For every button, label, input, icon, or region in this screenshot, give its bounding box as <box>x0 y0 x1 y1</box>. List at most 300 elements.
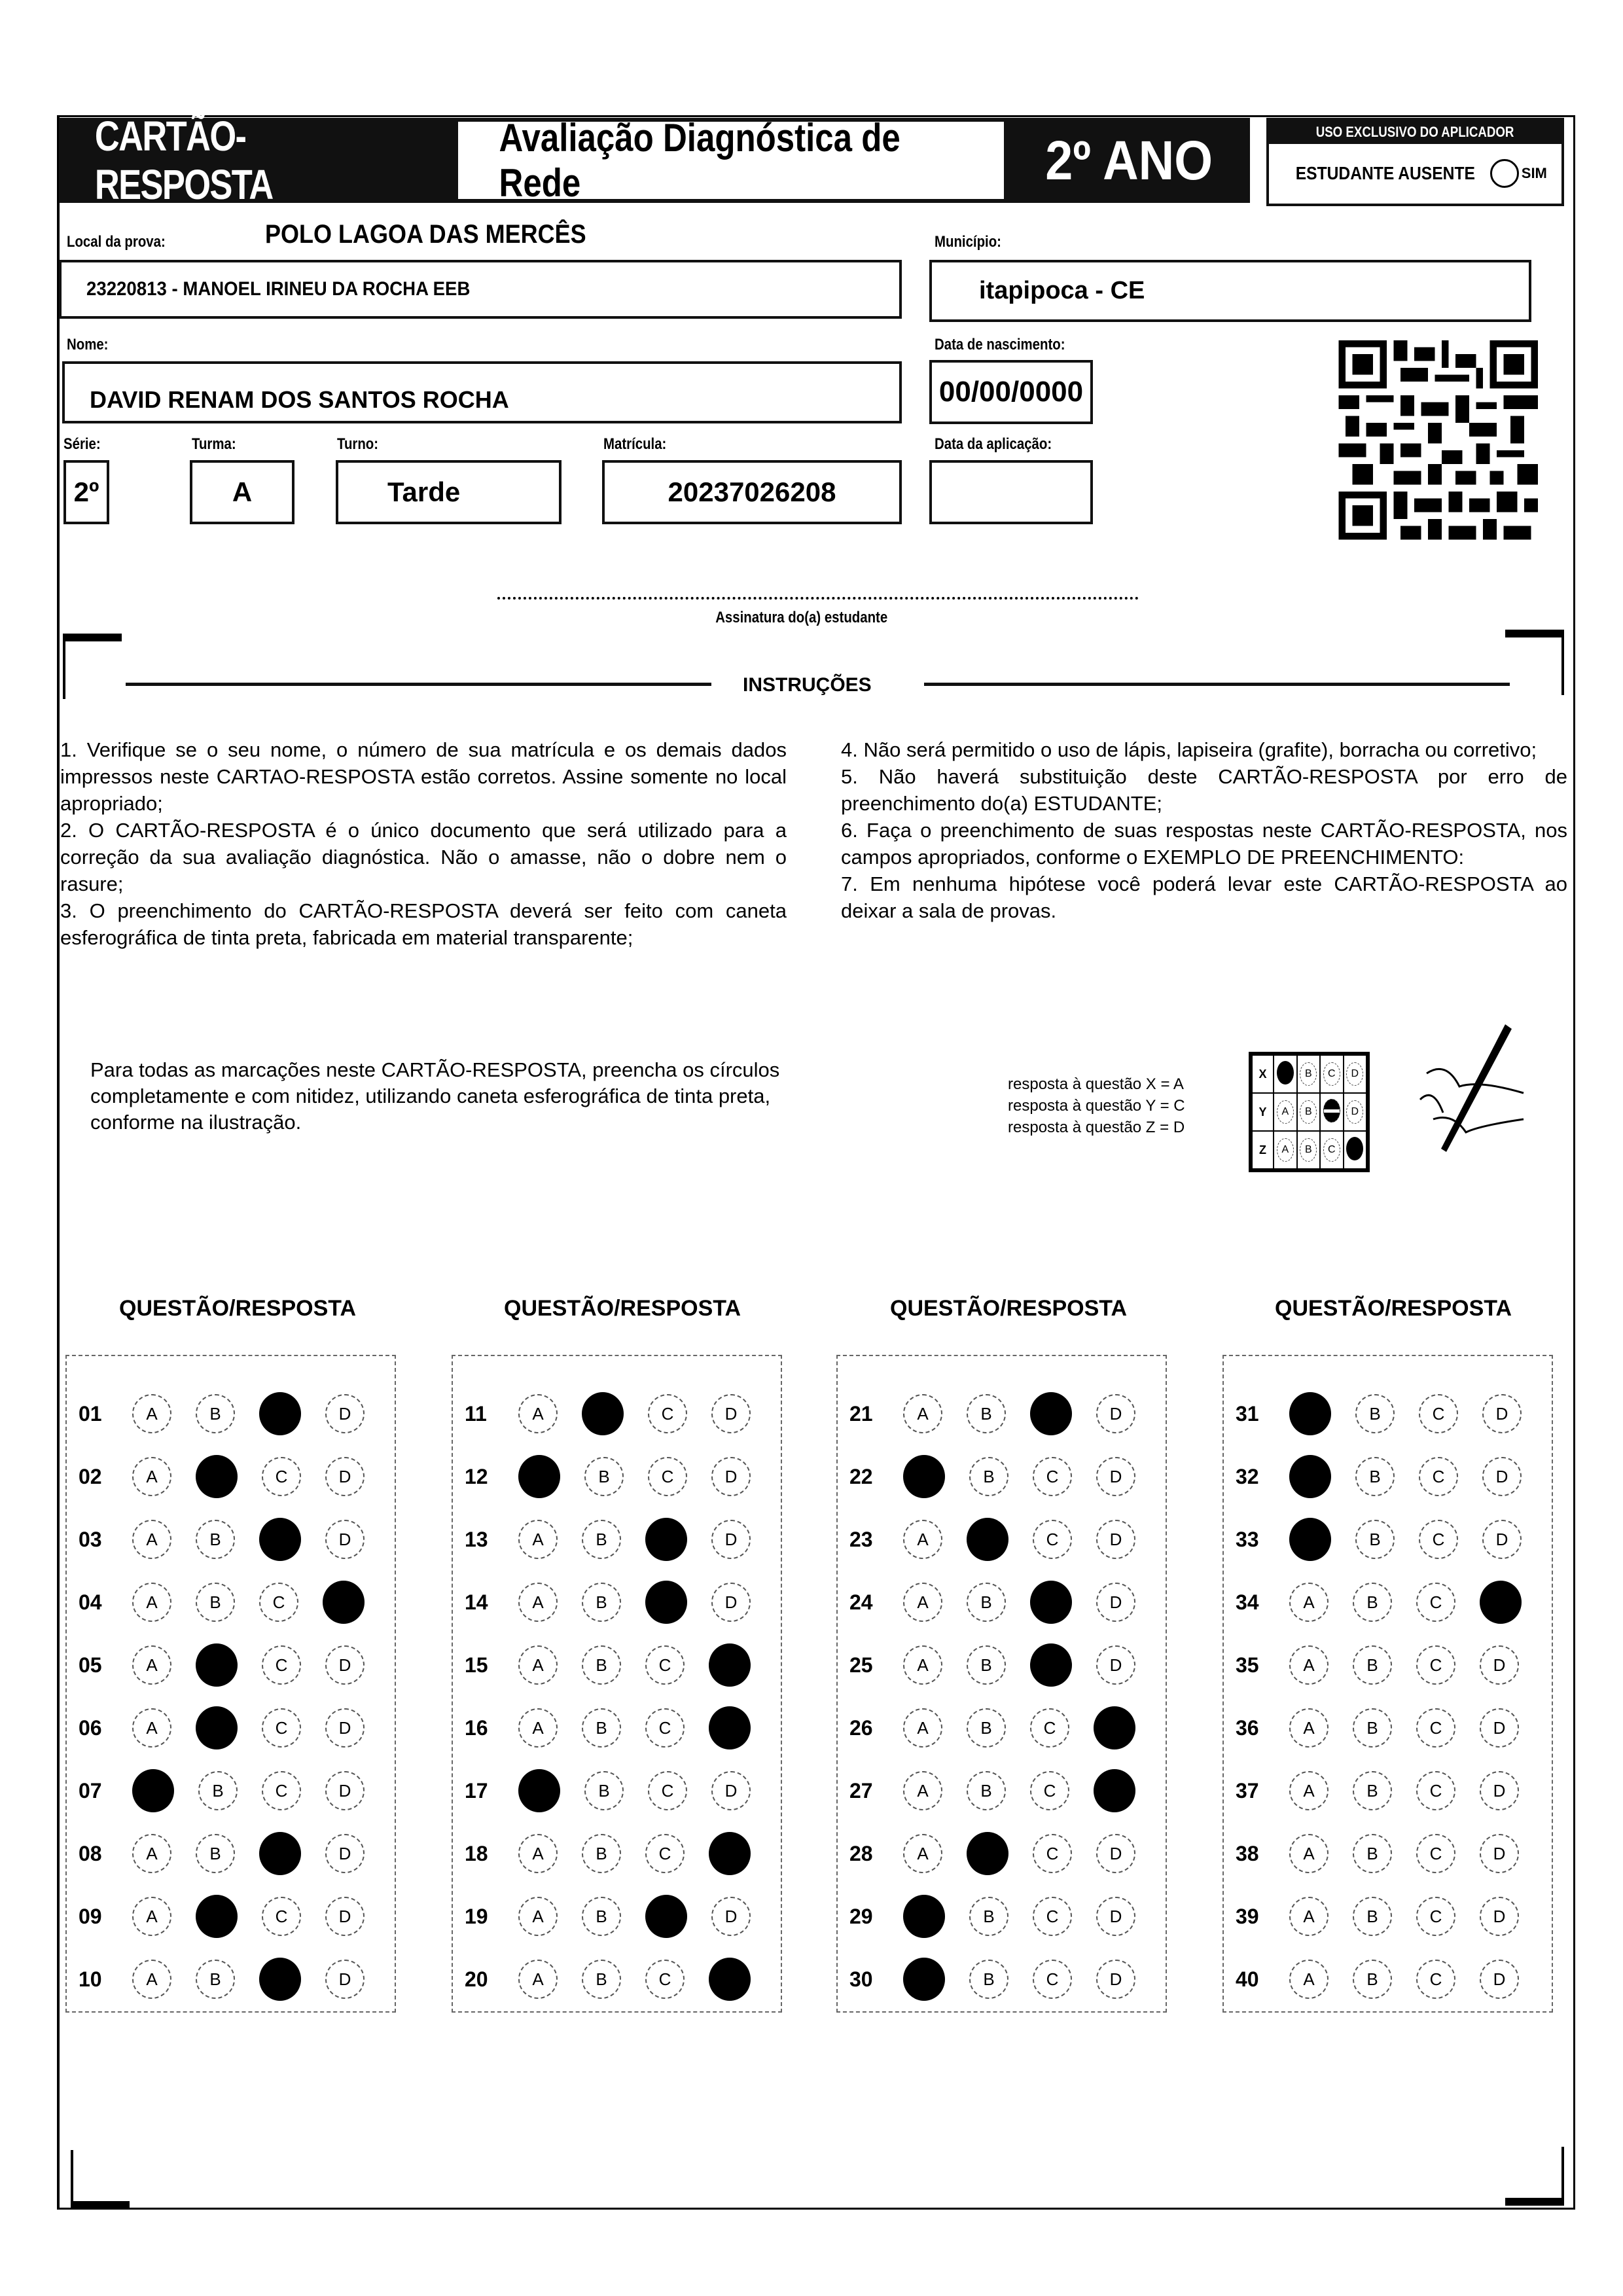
bubble-option[interactable]: C <box>1030 1708 1069 1748</box>
bubble-option[interactable]: A <box>132 1645 171 1685</box>
aplicador-title-text: USO EXCLUSIVO DO APLICADOR <box>1316 124 1514 140</box>
answer-row <box>838 1508 1166 1571</box>
bubble-option-filled[interactable] <box>709 1643 751 1687</box>
bubble-option-filled[interactable] <box>709 1958 751 2001</box>
question-number: 39 <box>1236 1904 1259 1928</box>
question-number: 10 <box>79 1967 102 1991</box>
question-number: 38 <box>1236 1841 1259 1865</box>
absent-row <box>1269 144 1561 203</box>
example-bubble-filled <box>1346 1137 1363 1160</box>
bubble-option[interactable]: A <box>903 1708 942 1748</box>
bubble-option[interactable]: B <box>1353 1960 1392 1999</box>
answer-row <box>838 1445 1166 1508</box>
bubble-option-filled[interactable] <box>709 1832 751 1875</box>
example-bubble: D <box>1346 1062 1363 1086</box>
bubble-option[interactable]: B <box>196 1583 235 1622</box>
bubble-option[interactable]: A <box>903 1771 942 1810</box>
question-number: 18 <box>465 1841 488 1865</box>
bubble-option-filled[interactable] <box>259 1392 301 1435</box>
bubble-option[interactable]: A <box>132 1708 171 1748</box>
bubble-option[interactable]: D <box>1096 1394 1135 1433</box>
bubble-option[interactable]: A <box>132 1394 171 1433</box>
bubble-option[interactable]: C <box>648 1771 687 1810</box>
bubble-option[interactable]: C <box>1416 1771 1455 1810</box>
bubble-option[interactable]: B <box>582 1960 621 1999</box>
bubble-option[interactable]: D <box>1096 1960 1135 1999</box>
bubble-option[interactable]: B <box>969 1897 1008 1936</box>
bubble-option[interactable]: D <box>325 1771 365 1810</box>
example-legend-line: resposta à questão Z = D <box>1008 1119 1185 1136</box>
bubble-option[interactable]: A <box>1289 1708 1329 1748</box>
bubble-option[interactable]: B <box>967 1771 1006 1810</box>
bubble-option-filled[interactable] <box>903 1455 945 1498</box>
turma-value: A <box>232 476 253 507</box>
matricula-field <box>602 460 902 524</box>
bubble-option[interactable]: A <box>903 1645 942 1685</box>
question-number: 24 <box>849 1590 873 1614</box>
example-bubble-filled <box>1323 1099 1340 1122</box>
bubble-option-filled[interactable] <box>518 1769 560 1812</box>
bubble-option[interactable]: C <box>1416 1960 1455 1999</box>
instruction-item: 3. O preenchimento do CARTÃO-RESPOSTA deverá ser feito com caneta esferográfica de tinta preta, fabricada em material transparente; <box>60 899 787 949</box>
bubble-option-filled[interactable] <box>645 1518 687 1561</box>
bubble-option[interactable]: D <box>1096 1457 1135 1496</box>
example-row-z <box>1252 1131 1366 1169</box>
bubble-option[interactable]: D <box>711 1394 751 1433</box>
answer-row <box>67 1948 395 2011</box>
bubble-option[interactable]: C <box>645 1645 685 1685</box>
bubble-option-filled[interactable] <box>709 1706 751 1749</box>
bubble-option[interactable]: A <box>518 1834 558 1873</box>
example-bubble: B <box>1300 1138 1317 1162</box>
question-number: 34 <box>1236 1590 1259 1614</box>
answer-row <box>67 1382 395 1445</box>
answer-row <box>453 1508 781 1571</box>
bubble-option[interactable]: C <box>262 1771 301 1810</box>
instruction-item: 4. Não será permitido o uso de lápis, lapiseira (grafite), borracha ou corretivo; <box>841 738 1537 761</box>
bubble-option[interactable]: C <box>1416 1583 1455 1622</box>
answer-row <box>838 1759 1166 1822</box>
bubble-option[interactable]: D <box>325 1520 365 1559</box>
bubble-option[interactable]: C <box>1033 1897 1072 1936</box>
bubble-option[interactable]: B <box>196 1520 235 1559</box>
nome-value: DAVID RENAM DOS SANTOS ROCHA <box>90 386 509 413</box>
bubble-option[interactable]: A <box>518 1645 558 1685</box>
answer-row <box>1224 1508 1552 1571</box>
bubble-option[interactable]: D <box>711 1771 751 1810</box>
bubble-option[interactable]: A <box>518 1520 558 1559</box>
question-number: 08 <box>79 1841 102 1865</box>
bubble-option-filled[interactable] <box>1289 1392 1331 1435</box>
answer-row <box>1224 1382 1552 1445</box>
aplicacao-label <box>935 435 1073 454</box>
column-header: QUESTÃO/RESPOSTA <box>504 1296 741 1321</box>
aplicador-title <box>1269 120 1561 144</box>
bubble-option[interactable]: B <box>1353 1897 1392 1936</box>
bubble-option[interactable]: A <box>132 1457 171 1496</box>
bubble-option[interactable]: A <box>1289 1771 1329 1810</box>
bubble-option[interactable]: B <box>196 1394 235 1433</box>
example-bubble: B <box>1300 1100 1317 1124</box>
answer-row <box>453 1759 781 1822</box>
bubble-option[interactable]: B <box>1353 1583 1392 1622</box>
bubble-option[interactable]: A <box>518 1708 558 1748</box>
answer-row <box>453 1822 781 1885</box>
instruction-item: 6. Faça o preenchimento de suas respostas neste CARTÃO-RESPOSTA, nos campos apropriados, conforme o EXEMPLO DE PREENCHIMENTO: <box>841 819 1567 869</box>
bubble-option[interactable]: D <box>325 1897 365 1936</box>
serie-label <box>63 435 107 454</box>
instructions-rule-left <box>126 683 711 686</box>
answer-row <box>838 1948 1166 2011</box>
bubble-option[interactable]: A <box>1289 1583 1329 1622</box>
question-number: 20 <box>465 1967 488 1991</box>
answer-row <box>838 1634 1166 1696</box>
bubble-option[interactable]: B <box>582 1645 621 1685</box>
example-legend-line: resposta à questão X = A <box>1008 1075 1184 1093</box>
bubble-option[interactable]: B <box>967 1645 1006 1685</box>
bubble-option[interactable]: D <box>325 1960 365 1999</box>
bubble-option[interactable]: B <box>969 1457 1008 1496</box>
registration-mark-bottom-right <box>1505 2147 1564 2206</box>
bubble-option-filled[interactable] <box>1480 1581 1522 1624</box>
registration-mark-bottom-left <box>71 2150 130 2209</box>
serie-field <box>63 460 109 524</box>
bubble-option-filled[interactable] <box>323 1581 365 1624</box>
answer-row <box>67 1508 395 1571</box>
bubble-option-filled[interactable] <box>196 1706 238 1749</box>
question-number: 05 <box>79 1653 102 1677</box>
bubble-option[interactable]: B <box>582 1520 621 1559</box>
bubble-option[interactable]: B <box>1353 1708 1392 1748</box>
bubble-option-filled[interactable] <box>259 1832 301 1875</box>
question-number: 03 <box>79 1527 102 1551</box>
bubble-option-filled[interactable] <box>259 1958 301 2001</box>
answer-row <box>67 1696 395 1759</box>
question-number: 36 <box>1236 1715 1259 1740</box>
bubble-option[interactable]: B <box>198 1771 238 1810</box>
question-number: 30 <box>849 1967 873 1991</box>
bubble-option[interactable]: C <box>1033 1834 1072 1873</box>
bubble-option-filled[interactable] <box>259 1518 301 1561</box>
turno-field <box>336 460 562 524</box>
fill-instruction: Para todas as marcações neste CARTÃO-RESPOSTA, preencha os círculos completamente e com nitidez, utilizando caneta esferográfica de tinta preta, conforme na ilustração. <box>90 1058 780 1134</box>
question-number: 19 <box>465 1904 488 1928</box>
school-value: 23220813 - MANOEL IRINEU DA ROCHA EEB <box>86 278 471 300</box>
bubble-option[interactable]: D <box>1480 1708 1519 1748</box>
bubble-option[interactable]: D <box>325 1834 365 1873</box>
bubble-option[interactable]: C <box>1416 1834 1455 1873</box>
bubble-option-filled[interactable] <box>518 1455 560 1498</box>
signature-label <box>700 609 902 627</box>
bubble-option-filled[interactable] <box>196 1643 238 1687</box>
bubble-option[interactable]: A <box>1289 1960 1329 1999</box>
answer-row <box>1224 1885 1552 1948</box>
bubble-option[interactable]: D <box>325 1708 365 1748</box>
answer-row <box>453 1634 781 1696</box>
bubble-option-filled[interactable] <box>645 1895 687 1938</box>
bubble-option[interactable]: D <box>1480 1645 1519 1685</box>
example-row-x <box>1252 1055 1366 1093</box>
bubble-option[interactable]: A <box>1289 1897 1329 1936</box>
bubble-option[interactable]: C <box>262 1897 301 1936</box>
bubble-option[interactable]: C <box>259 1583 298 1622</box>
bubble-option[interactable]: D <box>1480 1771 1519 1810</box>
bubble-option[interactable]: C <box>1030 1771 1069 1810</box>
nascimento-label-text: Data de nascimento: <box>935 336 1065 353</box>
answer-row <box>67 1571 395 1634</box>
bubble-option[interactable]: B <box>196 1960 235 1999</box>
bubble-option[interactable]: C <box>1419 1520 1458 1559</box>
example-legend-line: resposta à questão Y = C <box>1008 1097 1185 1115</box>
question-number: 11 <box>465 1401 487 1426</box>
bubble-option[interactable]: D <box>325 1645 365 1685</box>
bubble-option[interactable]: C <box>262 1708 301 1748</box>
bubble-option[interactable]: D <box>711 1520 751 1559</box>
example-row-label: X <box>1252 1055 1274 1093</box>
bubble-option[interactable]: A <box>1289 1645 1329 1685</box>
bubble-option[interactable]: A <box>132 1834 171 1873</box>
turno-value: Tarde <box>387 476 461 507</box>
bubble-option[interactable]: C <box>1033 1960 1072 1999</box>
bubble-option[interactable]: B <box>1355 1394 1395 1433</box>
municipio-field <box>929 260 1531 322</box>
bubble-option[interactable]: D <box>711 1897 751 1936</box>
bubble-option[interactable]: B <box>969 1960 1008 1999</box>
bubble-option[interactable]: C <box>645 1960 685 1999</box>
answer-row <box>838 1822 1166 1885</box>
bubble-option-filled[interactable] <box>132 1769 174 1812</box>
pen-hand-icon <box>1407 1021 1525 1172</box>
bubble-option-filled[interactable] <box>645 1581 687 1624</box>
bubble-option[interactable]: B <box>1355 1457 1395 1496</box>
answer-row <box>838 1885 1166 1948</box>
example-bubble-filled <box>1277 1061 1294 1085</box>
instruction-item: 5. Não haverá substituição deste CARTÃO-RESPOSTA por erro de preenchimento do(a) ESTUDANTE; <box>841 765 1567 815</box>
serie-value: 2º <box>73 476 99 507</box>
local-label-text: Local da prova: <box>67 233 166 251</box>
bubble-option[interactable]: B <box>967 1708 1006 1748</box>
bubble-option[interactable]: B <box>1353 1834 1392 1873</box>
bubble-option[interactable]: C <box>1416 1708 1455 1748</box>
answer-row <box>67 1759 395 1822</box>
matricula-label-text: Matrícula: <box>603 435 667 453</box>
example-bubble: B <box>1300 1062 1317 1086</box>
signature-line[interactable] <box>497 597 1139 600</box>
answer-row <box>453 1885 781 1948</box>
bubble-option[interactable]: A <box>132 1520 171 1559</box>
bubble-option[interactable]: A <box>1289 1834 1329 1873</box>
bubble-option[interactable]: B <box>967 1394 1006 1433</box>
question-number: 37 <box>1236 1778 1259 1803</box>
bubble-option[interactable]: B <box>582 1834 621 1873</box>
question-number: 21 <box>849 1401 873 1426</box>
answer-row <box>1224 1571 1552 1634</box>
bubble-option[interactable]: C <box>648 1457 687 1496</box>
bubble-option-filled[interactable] <box>1030 1581 1072 1624</box>
bubble-option-filled[interactable] <box>1030 1643 1072 1687</box>
nome-field <box>62 361 902 423</box>
bubble-option[interactable]: A <box>903 1834 942 1873</box>
bubble-option-filled[interactable] <box>196 1895 238 1938</box>
municipio-label-text: Município: <box>935 233 1001 251</box>
bubble-option[interactable]: C <box>1416 1897 1455 1936</box>
question-number: 14 <box>465 1590 488 1614</box>
bubble-option[interactable]: A <box>518 1583 558 1622</box>
polo-name <box>265 220 622 249</box>
question-number: 06 <box>79 1715 102 1740</box>
bubble-option[interactable]: C <box>648 1394 687 1433</box>
polo-name-text: POLO LAGOA DAS MERCÊS <box>265 220 586 249</box>
answer-row <box>67 1885 395 1948</box>
bubble-option[interactable]: A <box>903 1394 942 1433</box>
bubble-option-filled[interactable] <box>582 1392 624 1435</box>
instruction-item: 2. O CARTÃO-RESPOSTA é o único documento que será utilizado para a correção da sua avaliação diagnóstica. Não o amasse, não o dobre nem o rasure; <box>60 819 787 895</box>
answer-row <box>67 1822 395 1885</box>
bubble-option[interactable]: B <box>582 1897 621 1936</box>
example-row-label: Z <box>1252 1131 1274 1169</box>
turma-field <box>190 460 294 524</box>
grade-badge <box>1008 118 1250 203</box>
bubble-option[interactable]: C <box>262 1645 301 1685</box>
bubble-option[interactable]: A <box>518 1897 558 1936</box>
bubble-option[interactable]: D <box>1096 1897 1135 1936</box>
question-number: 12 <box>465 1464 488 1488</box>
bubble-option[interactable]: D <box>1096 1583 1135 1622</box>
nascimento-field <box>929 360 1093 424</box>
bubble-option[interactable]: C <box>1419 1457 1458 1496</box>
bubble-option[interactable]: A <box>132 1960 171 1999</box>
bubble-option-filled[interactable] <box>967 1518 1008 1561</box>
bubble-option[interactable]: A <box>518 1394 558 1433</box>
bubble-option[interactable]: D <box>1096 1520 1135 1559</box>
answer-row <box>453 1696 781 1759</box>
nascimento-value: 00/00/0000 <box>938 376 1084 408</box>
nome-label-text: Nome: <box>67 336 109 353</box>
aplicacao-label-text: Data da aplicação: <box>935 435 1052 453</box>
bubble-option[interactable]: C <box>645 1708 685 1748</box>
question-number: 07 <box>79 1778 102 1803</box>
instruction-item: 1. Verifique se o seu nome, o número de sua matrícula e os demais dados impressos neste CARTAO-RESPOSTA estão corretos. Assine somente no local apropriado; <box>60 738 787 815</box>
school-field <box>59 260 902 319</box>
bubble-option-filled[interactable] <box>903 1958 945 2001</box>
card-title-text: CARTÃO-RESPOSTA <box>94 113 273 208</box>
answer-panel <box>65 1355 396 2013</box>
bubble-option[interactable]: A <box>903 1520 942 1559</box>
card-title <box>59 113 458 208</box>
bubble-option[interactable]: D <box>1482 1394 1522 1433</box>
bubble-option[interactable]: A <box>518 1960 558 1999</box>
bubble-option[interactable]: D <box>1096 1834 1135 1873</box>
bubble-option-filled[interactable] <box>903 1895 945 1938</box>
answer-row <box>1224 1634 1552 1696</box>
example-legend <box>1008 1073 1185 1138</box>
question-number: 35 <box>1236 1653 1259 1677</box>
bubble-option[interactable]: A <box>132 1583 171 1622</box>
bubble-option[interactable]: D <box>711 1583 751 1622</box>
answer-row <box>453 1571 781 1634</box>
nome-label <box>67 336 116 354</box>
matricula-label <box>603 435 677 454</box>
question-number: 33 <box>1236 1527 1259 1551</box>
bubble-option-filled[interactable] <box>1289 1455 1331 1498</box>
instructions-title: INSTRUÇÕES <box>743 674 872 696</box>
bubble-option[interactable]: B <box>1353 1771 1392 1810</box>
bubble-option[interactable]: B <box>582 1583 621 1622</box>
bubble-option[interactable]: D <box>1480 1960 1519 1999</box>
question-number: 40 <box>1236 1967 1259 1991</box>
example-row-label: Y <box>1252 1093 1274 1131</box>
question-number: 13 <box>465 1527 488 1551</box>
answer-panel <box>452 1355 782 2013</box>
absent-checkbox[interactable] <box>1490 159 1519 188</box>
bubble-option[interactable]: A <box>132 1897 171 1936</box>
bubble-option[interactable]: D <box>1096 1645 1135 1685</box>
bubble-option[interactable]: C <box>262 1457 301 1496</box>
bubble-option[interactable]: C <box>645 1834 685 1873</box>
bubble-option-filled[interactable] <box>967 1832 1008 1875</box>
turma-label <box>192 435 244 454</box>
question-number: 25 <box>849 1653 873 1677</box>
question-number: 16 <box>465 1715 488 1740</box>
municipio-label <box>935 233 1013 251</box>
aplicacao-field[interactable] <box>929 460 1093 524</box>
bubble-option[interactable]: D <box>711 1457 751 1496</box>
bubble-option[interactable]: B <box>584 1457 624 1496</box>
instructions-left <box>60 736 787 951</box>
bubble-option-filled[interactable] <box>1289 1518 1331 1561</box>
bubble-option[interactable]: C <box>1033 1457 1072 1496</box>
example-bubble: C <box>1323 1062 1340 1086</box>
answer-panel <box>1222 1355 1553 2013</box>
answer-row <box>453 1445 781 1508</box>
bubble-option[interactable]: D <box>1482 1520 1522 1559</box>
example-bubble: C <box>1323 1138 1340 1162</box>
bubble-option-filled[interactable] <box>1030 1392 1072 1435</box>
question-number: 29 <box>849 1904 873 1928</box>
bubble-option[interactable]: D <box>1480 1897 1519 1936</box>
bubble-option[interactable]: C <box>1419 1394 1458 1433</box>
bubble-option-filled[interactable] <box>1094 1706 1135 1749</box>
bubble-option[interactable]: B <box>196 1834 235 1873</box>
qr-code-icon <box>1338 340 1538 547</box>
exam-title-text: Avaliação Diagnóstica de Rede <box>499 116 901 205</box>
bubble-option[interactable]: A <box>903 1583 942 1622</box>
answer-row <box>453 1948 781 2011</box>
bubble-option[interactable]: B <box>967 1583 1006 1622</box>
bubble-option[interactable]: B <box>582 1708 621 1748</box>
bubble-option-filled[interactable] <box>196 1455 238 1498</box>
bubble-option[interactable]: B <box>1353 1645 1392 1685</box>
bubble-option[interactable]: D <box>1482 1457 1522 1496</box>
registration-mark-top-right <box>1505 630 1564 695</box>
bubble-option[interactable]: B <box>584 1771 624 1810</box>
bubble-option[interactable]: D <box>1480 1834 1519 1873</box>
bubble-option[interactable]: B <box>1355 1520 1395 1559</box>
registration-mark-top-left <box>63 634 122 699</box>
bubble-option[interactable]: D <box>325 1394 365 1433</box>
question-number: 09 <box>79 1904 102 1928</box>
example-bubble: A <box>1277 1100 1294 1124</box>
bubble-option[interactable]: C <box>1416 1645 1455 1685</box>
answer-row <box>1224 1948 1552 2011</box>
bubble-option-filled[interactable] <box>1094 1769 1135 1812</box>
bubble-option[interactable]: C <box>1033 1520 1072 1559</box>
example-row-y <box>1252 1093 1366 1131</box>
instructions-rule-right <box>924 683 1510 686</box>
column-header: QUESTÃO/RESPOSTA <box>890 1296 1128 1321</box>
example-grid <box>1249 1052 1370 1172</box>
bubble-option[interactable]: D <box>325 1457 365 1496</box>
